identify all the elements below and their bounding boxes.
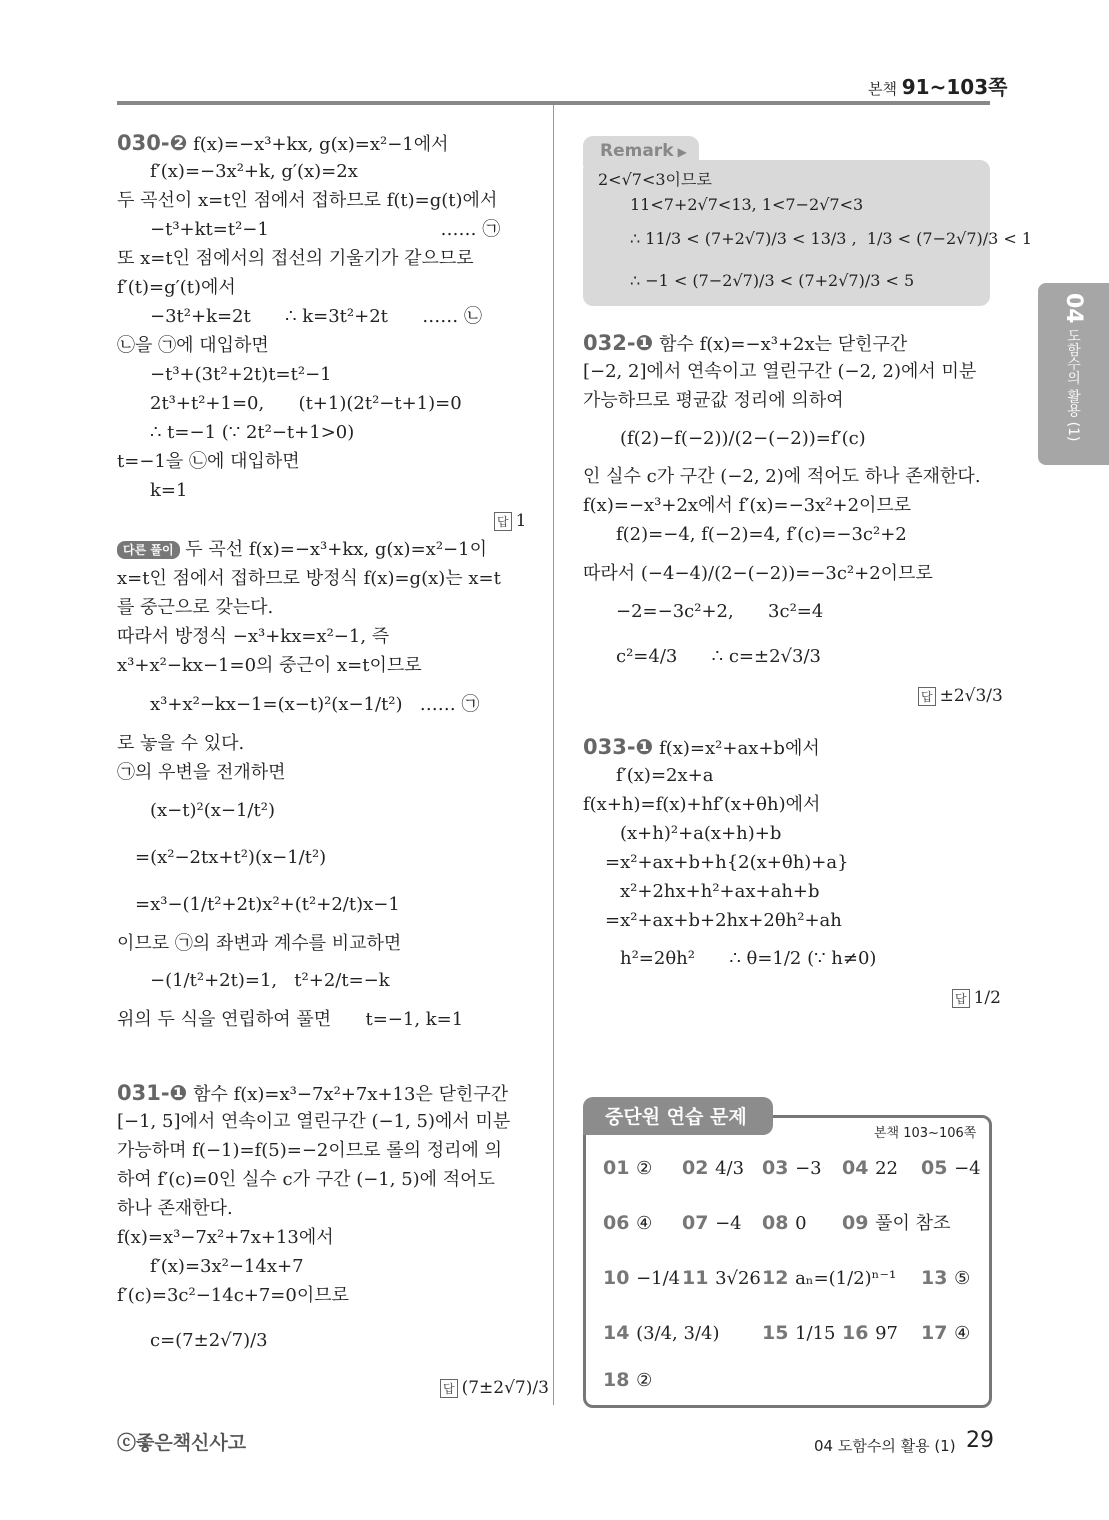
practice-item-answer: 0 (795, 1213, 807, 1234)
practice-item-number: 05 (921, 1157, 955, 1179)
practice-item (603, 1267, 680, 1290)
q031-number: 031-❶ (117, 1081, 188, 1105)
practice-item (842, 1322, 898, 1345)
practice-item-answer: 4/3 (715, 1158, 745, 1179)
practice-item-number: 04 (842, 1157, 876, 1179)
q030-line-11: t=−1을 ㉡에 대입하면 (117, 451, 300, 472)
q031-line-1: [−1, 5]에서 연속이고 열린구간 (−1, 5)에서 미분 (117, 1111, 511, 1132)
alt-line-0: 다른 풀이 두 곡선 f(x)=−x³+kx, g(x)=x²−1이 (117, 539, 487, 561)
practice-item (762, 1267, 896, 1290)
practice-item-number: 12 (762, 1267, 796, 1289)
practice-item-number: 07 (682, 1212, 716, 1234)
practice-item-answer: 97 (875, 1323, 898, 1344)
practice-item-answer: ② (636, 1370, 653, 1391)
alt-line-2: 를 중근으로 갖는다. (117, 597, 274, 618)
q032-line-2: 가능하므로 평균값 정리에 의하여 (583, 390, 844, 411)
remark-title: Remark ▶ (600, 141, 687, 161)
practice-item (842, 1212, 950, 1235)
practice-item (603, 1157, 652, 1180)
q030-line-0: 030-❷ f(x)=−x³+kx, g(x)=x²−1에서 (117, 131, 449, 155)
q030-line-9: 2t³+t²+1=0, (t+1)(2t²−t+1)=0 (150, 393, 462, 414)
practice-item (603, 1322, 720, 1345)
remark-line-2: ∴ 11/3 < (7+2√7)/3 < 13/3 , 1/3 < (7−2√7)/3 < 1 (630, 229, 1033, 248)
remark-line-1: 11<7+2√7<13, 1<7−2√7<3 (630, 195, 864, 214)
practice-item-answer: ④ (636, 1213, 653, 1234)
q031-line-3: 하여 f′(c)=0인 실수 c가 구간 (−1, 5)에 적어도 (117, 1169, 495, 1190)
q033-number: 033-❶ (583, 735, 654, 759)
practice-item (603, 1212, 652, 1235)
q030-answer: 답 1 (494, 511, 526, 531)
q032-answer: 답 ±2√3/3 (918, 686, 1003, 706)
alt-line-4: x³+x²−kx−1=0의 중근이 x=t이므로 (117, 655, 422, 676)
alt-badge: 다른 풀이 (117, 541, 180, 559)
q032-line-8: −2=−3c²+2, 3c²=4 (616, 601, 824, 622)
q030-line-4: 또 x=t인 점에서의 접선의 기울기가 같으므로 (117, 248, 474, 269)
q033-line-7: h²=2θh² ∴ θ=1/2 (∵ h≠0) (620, 948, 877, 969)
alt-line-7: ㉠의 우변을 전개하면 (117, 762, 286, 783)
q032-line-5: f(x)=−x³+2x에서 f′(x)=−3x²+2이므로 (583, 495, 912, 516)
practice-item-number: 11 (682, 1267, 716, 1289)
q030-line-5: f′(t)=g′(t)에서 (117, 277, 236, 298)
practice-item (682, 1157, 744, 1180)
q033-line-6: =x²+ax+b+2hx+2θh²+ah (605, 910, 842, 931)
q032-line-6: f(2)=−4, f(−2)=4, f′(c)=−3c²+2 (616, 524, 907, 545)
practice-item-answer: ② (636, 1158, 653, 1179)
practice-item-answer: 22 (875, 1158, 898, 1179)
q033-line-5: x²+2hx+h²+ax+ah+b (620, 881, 820, 902)
q031-line-8: c=(7±2√7)/3 (150, 1330, 268, 1351)
practice-item-number: 03 (762, 1157, 796, 1179)
q031-line-7: f′(c)=3c²−14c+7=0이므로 (117, 1285, 350, 1306)
q030-line-2: 두 곡선이 x=t인 점에서 접하므로 f(t)=g(t)에서 (117, 190, 498, 211)
practice-item-answer: 3√26 (715, 1268, 761, 1289)
alt-line-12: −(1/t²+2t)=1, t²+2/t=−k (150, 970, 390, 991)
side-tab (1038, 283, 1109, 465)
alt-line-3: 따라서 방정식 −x³+kx=x²−1, 즉 (117, 626, 390, 647)
practice-item-answer: −4 (715, 1213, 742, 1234)
q030-line-10: ∴ t=−1 (∵ 2t²−t+1>0) (150, 422, 355, 443)
practice-item-answer: 1/15 (795, 1323, 836, 1344)
alt-line-11: 이므로 ㉠의 좌변과 계수를 비교하면 (117, 933, 402, 954)
practice-item-answer: aₙ=(1/2)ⁿ⁻¹ (795, 1268, 897, 1289)
q031-line-5: f(x)=x³−7x²+7x+13에서 (117, 1227, 334, 1248)
q031-line-2: 가능하며 f(−1)=f(5)=−2이므로 롤의 정리에 의 (117, 1140, 503, 1161)
footer-publisher: ⓒ좋은책신사고 (117, 1432, 247, 1454)
side-tab-num: 04 (1061, 293, 1086, 324)
practice-item-number: 17 (921, 1322, 955, 1344)
practice-item (762, 1157, 822, 1180)
practice-item-number: 18 (603, 1369, 637, 1391)
q030-number: 030-❷ (117, 131, 188, 155)
practice-item-number: 14 (603, 1322, 637, 1344)
practice-item (762, 1212, 807, 1235)
practice-item (603, 1369, 652, 1392)
q033-answer: 답 1/2 (952, 988, 1001, 1008)
practice-item (921, 1157, 981, 1180)
q033-line-4: =x²+ax+b+h{2(x+θh)+a} (605, 852, 849, 873)
practice-ref: 본책 103~106쪽 (874, 1126, 977, 1141)
q030-line-8: −t³+(3t²+2t)t=t²−1 (150, 364, 332, 385)
practice-item-number: 13 (921, 1267, 955, 1289)
q030-line-1: f′(x)=−3x²+k, g′(x)=2x (150, 161, 358, 182)
q033-line-1: f′(x)=2x+a (616, 765, 714, 786)
q031-answer: 답 (7±2√7)/3 (440, 1378, 549, 1398)
q032-line-0: 032-❶ 함수 f(x)=−x³+2x는 닫힌구간 (583, 331, 908, 355)
footer-chapter: 04 도함수의 활용 (1) (814, 1437, 956, 1455)
practice-item-number: 02 (682, 1157, 716, 1179)
practice-item (682, 1267, 761, 1290)
header-label: 본책 (868, 80, 897, 98)
q031-line-0: 031-❶ 함수 f(x)=x³−7x²+7x+13은 닫힌구간 (117, 1081, 509, 1105)
practice-title: 중단원 연습 문제 (605, 1106, 747, 1128)
practice-item-number: 09 (842, 1212, 876, 1234)
alt-line-1: x=t인 점에서 접하므로 방정식 f(x)=g(x)는 x=t (117, 568, 501, 589)
alt-line-6: 로 놓을 수 있다. (117, 733, 245, 754)
alt-line-5: x³+x²−kx−1=(x−t)²(x−1/t²) …… ㉠ (150, 694, 480, 715)
q032-number: 032-❶ (583, 331, 654, 355)
q033-line-0: 033-❶ f(x)=x²+ax+b에서 (583, 735, 820, 759)
practice-item-number: 10 (603, 1267, 637, 1289)
practice-item (921, 1322, 970, 1345)
alt-line-13: 위의 두 식을 연립하여 풀면 t=−1, k=1 (117, 1009, 464, 1030)
practice-item-number: 06 (603, 1212, 637, 1234)
q032-line-7: 따라서 (−4−4)/(2−(−2))=−3c²+2이므로 (583, 563, 933, 584)
column-divider (553, 105, 554, 1405)
q033-line-3: (x+h)²+a(x+h)+b (620, 823, 782, 844)
remark-line-0: 2<√7<3이므로 (598, 170, 712, 189)
q031-line-6: f′(x)=3x²−14x+7 (150, 1256, 304, 1277)
header-ref (868, 76, 1007, 100)
practice-item-answer: −3 (795, 1158, 822, 1179)
q030-line-3: −t³+kt=t²−1 …… ㉠ (150, 219, 501, 240)
side-tab-title: 도함수의 활용 (1) (1065, 328, 1081, 442)
q032-line-4: 인 실수 c가 구간 (−2, 2)에 적어도 하나 존재한다. (583, 466, 981, 487)
q032-line-9: c²=4/3 ∴ c=±2√3/3 (616, 646, 821, 667)
alt-line-9: =(x²−2tx+t²)(x−1/t²) (135, 847, 327, 868)
practice-item-number: 08 (762, 1212, 796, 1234)
q030-line-12: k=1 (150, 480, 188, 501)
practice-item-number: 16 (842, 1322, 876, 1344)
alt-line-10: =x³−(1/t²+2t)x²+(t²+2/t)x−1 (135, 894, 400, 915)
practice-item-number: 01 (603, 1157, 637, 1179)
practice-item (842, 1157, 898, 1180)
practice-item-answer: ⑤ (954, 1268, 971, 1289)
q030-line-7: ㉡을 ㉠에 대입하면 (117, 335, 269, 356)
practice-item-answer: −1/4 (636, 1268, 681, 1289)
q033-line-2: f(x+h)=f(x)+hf′(x+θh)에서 (583, 794, 821, 815)
practice-item-answer: (3/4, 3/4) (636, 1323, 720, 1344)
q031-line-4: 하나 존재한다. (117, 1198, 233, 1219)
practice-item-answer: −4 (954, 1158, 981, 1179)
practice-item (921, 1267, 970, 1290)
q032-line-3: (f(2)−f(−2))/(2−(−2))=f′(c) (620, 428, 866, 449)
header-pages: 91~103쪽 (901, 75, 1008, 99)
practice-item-answer: ④ (954, 1323, 971, 1344)
practice-item-number: 15 (762, 1322, 796, 1344)
alt-line-8: (x−t)²(x−1/t²) (150, 800, 275, 821)
footer-page: 29 (966, 1428, 994, 1453)
practice-item (762, 1322, 835, 1345)
q030-line-6: −3t²+k=2t ∴ k=3t²+2t …… ㉡ (150, 306, 482, 327)
practice-item (682, 1212, 742, 1235)
q032-line-1: [−2, 2]에서 연속이고 열린구간 (−2, 2)에서 미분 (583, 361, 977, 382)
practice-item-answer: 풀이 참조 (875, 1213, 951, 1234)
remark-line-3: ∴ −1 < (7−2√7)/3 < (7+2√7)/3 < 5 (630, 271, 915, 290)
